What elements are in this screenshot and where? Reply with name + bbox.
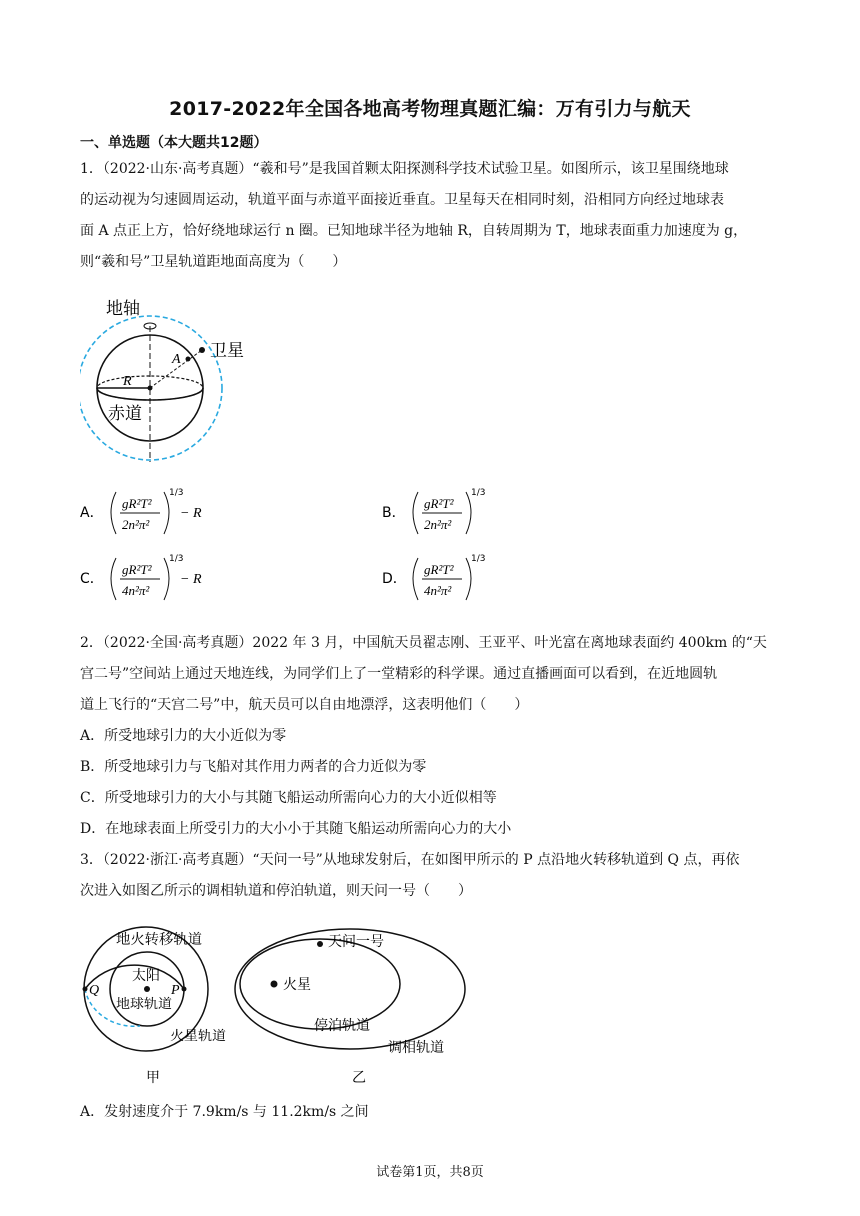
- svg-text:2n²π²: 2n²π²: [122, 517, 150, 532]
- question-1-line: 的运动视为匀速圆周运动，轨道平面与赤道平面接近垂直。卫星每天在相同时刻，沿相同方向经过地球表: [80, 192, 724, 208]
- p-label: P: [171, 983, 180, 998]
- question-3-line: 3．（2022·浙江·高考真题）“天问一号”从地球发射后，在如图甲所示的 P 点沿地火转移轨道到 Q 点，再依: [80, 852, 740, 868]
- svg-text:C．: C．: [80, 571, 104, 587]
- figure-jia: [83, 927, 227, 1086]
- svg-text:− R: − R: [180, 506, 202, 521]
- question-2-stem: [80, 628, 780, 907]
- probe-label: 天问一号: [328, 934, 384, 950]
- question-3-option-a: A．发射速度介于 7.9km/s 与 11.2km/s 之间: [80, 1104, 369, 1120]
- question-1-stem: [80, 154, 780, 278]
- svg-text:D．: D．: [382, 571, 407, 587]
- question-1-options: [80, 484, 540, 612]
- question-2-option-c: C．所受地球引力的大小与其随飞船运动所需向心力的大小近似相等: [80, 790, 497, 806]
- question-2-line: 道上飞行的“天宫二号”中，航天员可以自由地漂浮，这表明他们（ ）: [80, 697, 529, 713]
- earth-orbit-label: 地球轨道: [116, 997, 169, 1012]
- mars-orbit-label: 火星轨道: [170, 1029, 223, 1044]
- option-a: [80, 488, 202, 534]
- page-title: 2017-2022年全国各地高考物理真题汇编：万有引力与航天: [169, 98, 691, 120]
- option-b: [382, 488, 485, 534]
- section-heading: 一、单选题（本大题共12题）: [80, 135, 268, 151]
- q-label: Q: [89, 983, 100, 998]
- page-footer: 试卷第1页，共8页: [376, 1165, 484, 1180]
- figure-yi: [235, 929, 465, 1086]
- satellite-label: 卫星: [210, 341, 244, 361]
- transfer-orbit-label: 地火转移轨道: [116, 932, 200, 948]
- svg-text:gR²T²: gR²T²: [122, 496, 152, 511]
- svg-text:1/3: 1/3: [471, 488, 486, 498]
- svg-text:2n²π²: 2n²π²: [424, 517, 452, 532]
- question-1-line: 1．（2022·山东·高考真题）“羲和号”是我国首颗太阳探测科学技术试验卫星。如图所示，该卫星围绕地球: [80, 161, 729, 177]
- svg-text:1/3: 1/3: [471, 554, 486, 564]
- svg-text:4n²π²: 4n²π²: [122, 583, 150, 598]
- svg-text:gR²T²: gR²T²: [122, 562, 152, 577]
- option-c: [80, 554, 202, 600]
- question-2-line: 2．（2022·全国·高考真题）2022 年 3 月，中国航天员翟志刚、王亚平、叶光富在离地球表面约 400km 的“天: [80, 635, 767, 651]
- question-2-option-b: B．所受地球引力与飞船对其作用力两者的合力近似为零: [80, 759, 427, 775]
- earth-satellite-figure: [80, 292, 260, 472]
- svg-text:B．: B．: [382, 505, 406, 521]
- phasing-orbit-label: 调相轨道: [388, 1040, 444, 1056]
- svg-text:gR²T²: gR²T²: [424, 496, 454, 511]
- question-2-option-a: A．所受地球引力的大小近似为零: [80, 728, 287, 744]
- radius-label: R: [123, 374, 132, 389]
- point-a-label: A: [172, 352, 181, 367]
- mars-transfer-figures: [80, 922, 480, 1090]
- caption-jia: 甲: [146, 1070, 160, 1086]
- axis-label: 地轴: [106, 299, 140, 319]
- question-1-line: 则“羲和号”卫星轨道距地面高度为（ ）: [80, 254, 347, 270]
- question-3-line: 次进入如图乙所示的调相轨道和停泊轨道，则天问一号（ ）: [80, 883, 472, 899]
- svg-text:1/3: 1/3: [169, 488, 184, 498]
- sun-label: 太阳: [132, 968, 160, 984]
- option-d: [382, 554, 485, 600]
- question-1-line: 面 A 点正上方，恰好绕地球运行 n 圈。已知地球半径为地轴 R，自转周期为 T，地球表面重力加速度为 g，: [80, 223, 748, 239]
- svg-text:A．: A．: [80, 505, 104, 521]
- mars-label: 火星: [283, 977, 311, 993]
- svg-text:1/3: 1/3: [169, 554, 184, 564]
- question-2-line: 宫二号”空间站上通过天地连线，为同学们上了一堂精彩的科学课。通过直播画面可以看到，在近地圆轨: [80, 666, 718, 682]
- svg-text:4n²π²: 4n²π²: [424, 583, 452, 598]
- svg-text:− R: − R: [180, 572, 202, 587]
- parking-orbit-label: 停泊轨道: [314, 1018, 370, 1034]
- equator-label: 赤道: [108, 404, 142, 424]
- svg-text:gR²T²: gR²T²: [424, 562, 454, 577]
- question-2-option-d: D．在地球表面上所受引力的大小小于其随飞船运动所需向心力的大小: [80, 821, 512, 837]
- caption-yi: 乙: [352, 1070, 366, 1086]
